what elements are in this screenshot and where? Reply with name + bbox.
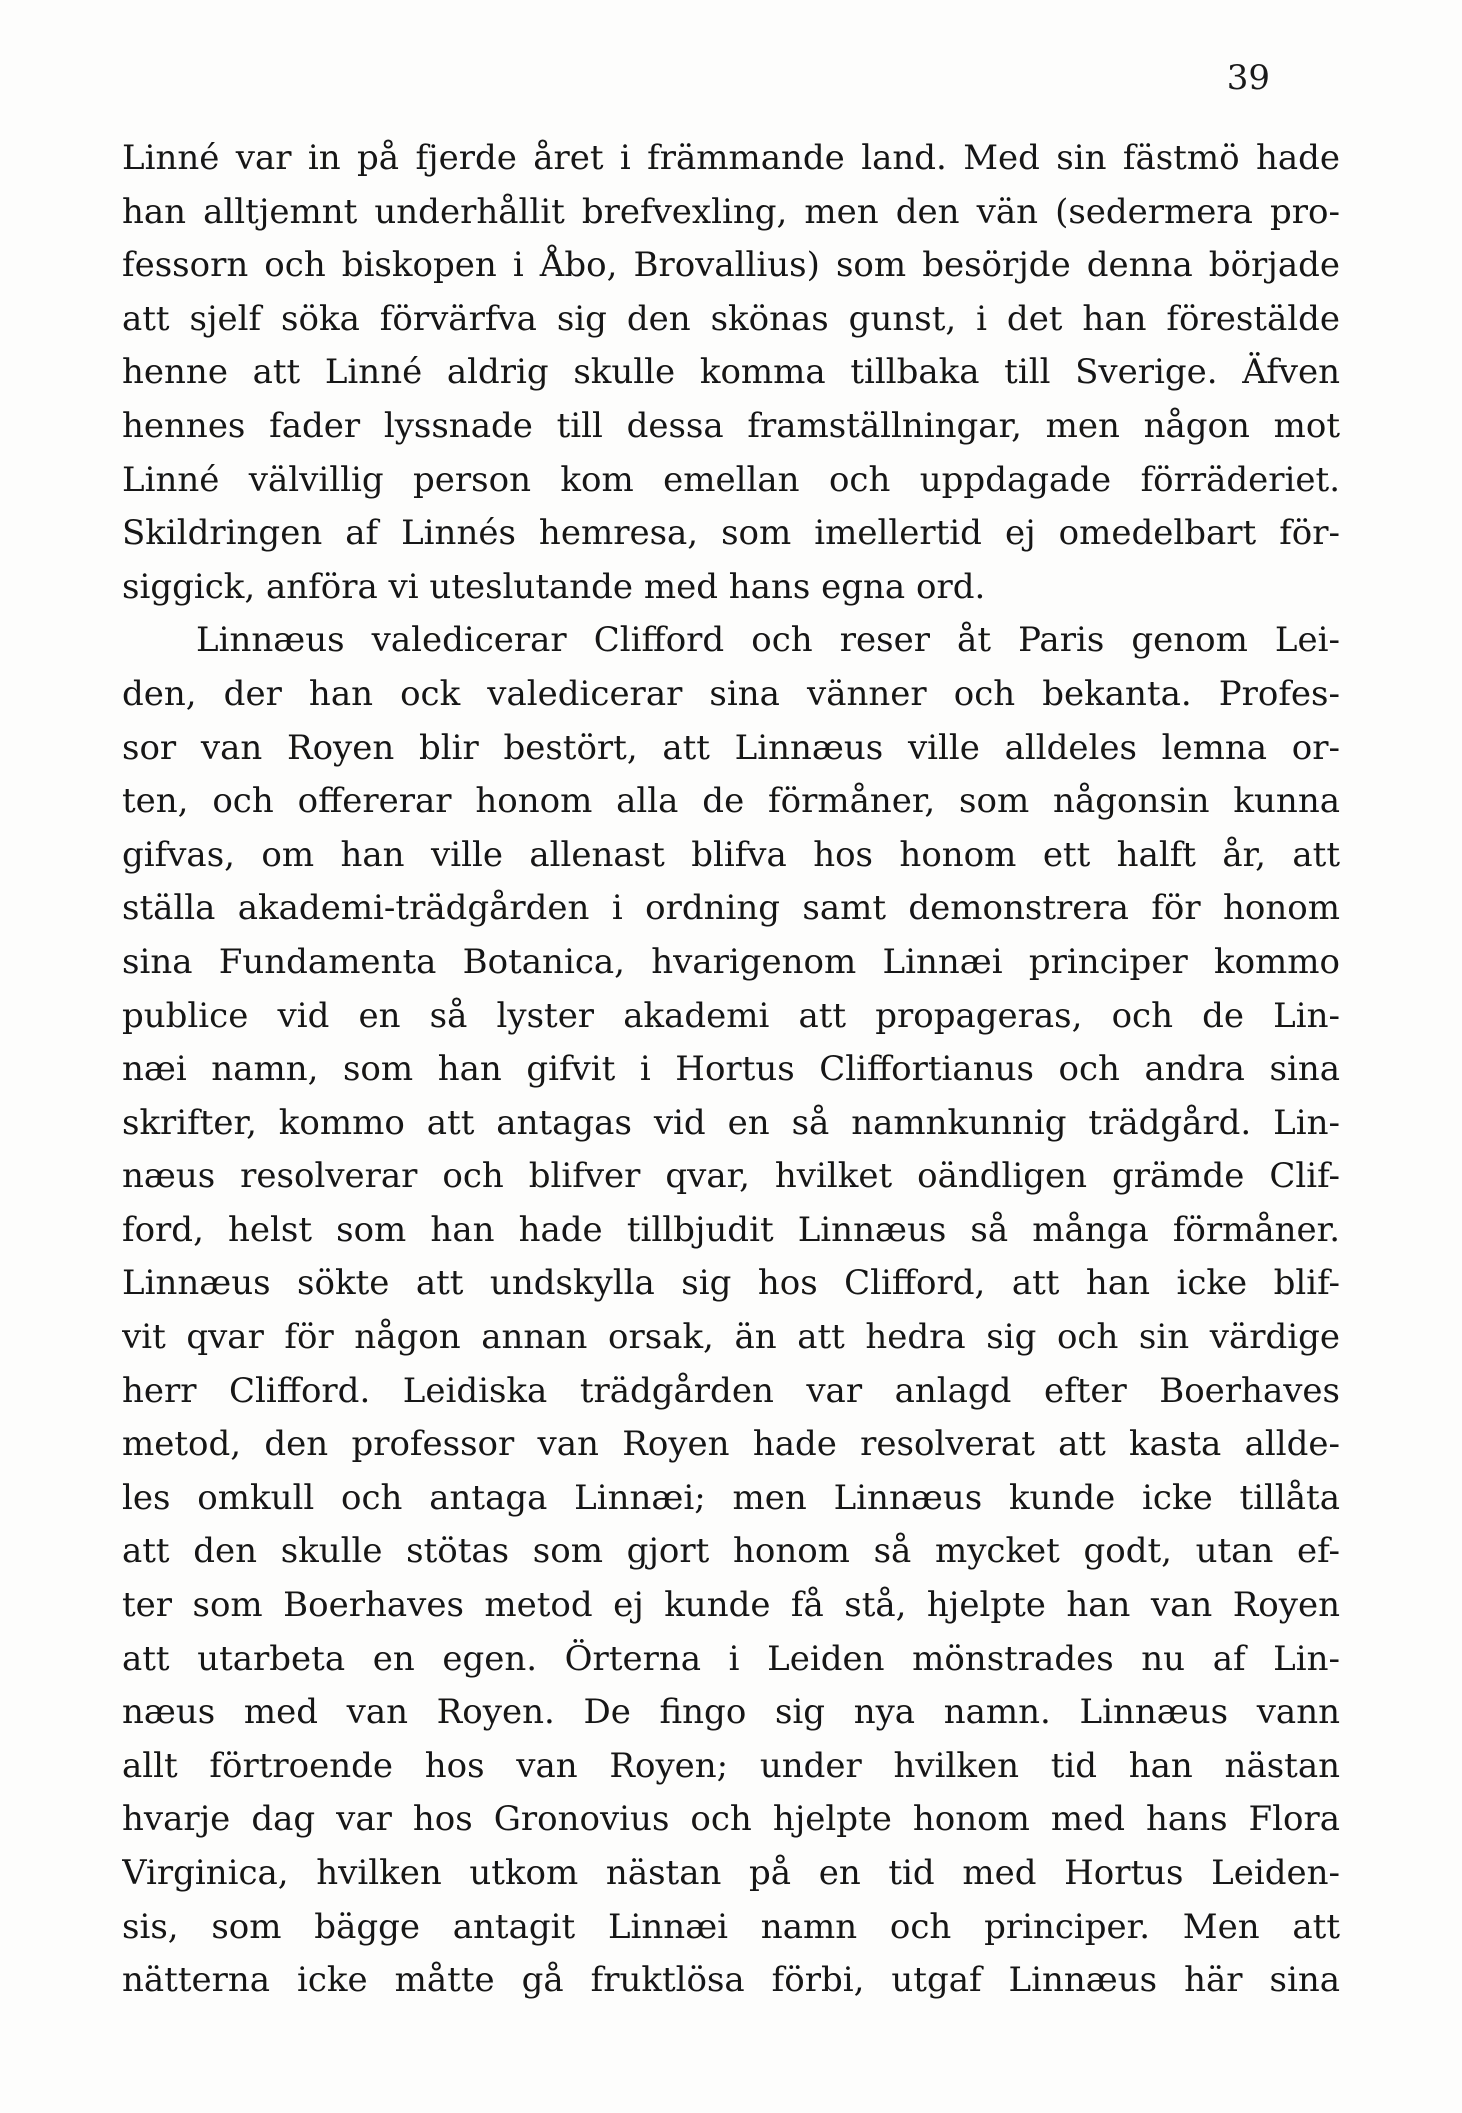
text-line: Virginica, hvilken utkom nästan på en tid med Hortus Leiden- — [122, 1853, 1340, 1893]
text-line: fessorn och biskopen i Åbo, Brovallius) som besörjde denna började — [122, 245, 1340, 286]
text-line: nätterna icke måtte gå fruktlösa förbi, utgaf Linnæus här sina — [122, 1960, 1340, 2001]
text-line: att utarbeta en egen. Örterna i Leiden mönstrades nu af Lin- — [122, 1638, 1340, 1679]
text-line: sina Fundamenta Botanica, hvarigenom Linnæi principer kommo — [122, 941, 1340, 982]
text-line: henne att Linné aldrig skulle komma tillbaka till Sverige. Äfven — [122, 352, 1340, 393]
text-line: Linné var in på fjerde året i främmande land. Med sin fästmö hade — [122, 138, 1340, 178]
text-line: Linnæus sökte att undskylla sig hos Clifford, att han icke blif- — [122, 1263, 1340, 1304]
text-line: den, der han ock valedicerar sina vänner och bekanta. Profes- — [122, 673, 1340, 714]
text-line: sis, som bägge antagit Linnæi namn och principer. Men att — [122, 1906, 1340, 1947]
text-line: att sjelf söka förvärfva sig den skönas gunst, i det han förestälde — [122, 298, 1340, 339]
page-number: 39 — [1226, 58, 1270, 98]
text-line: ställa akademi-trädgården i ordning samt demonstrera för honom — [122, 888, 1340, 929]
text-line: vit qvar för någon annan orsak, än att hedra sig och sin värdige — [122, 1317, 1340, 1358]
text-line: Skildringen af Linnés hemresa, som imellertid ej omedelbart för- — [122, 513, 1340, 554]
text-line: metod, den professor van Royen hade resolverat att kasta allde- — [122, 1424, 1340, 1465]
text-line: sor van Royen blir bestört, att Linnæus ville alldeles lemna or- — [122, 727, 1340, 768]
text-line: hvarje dag var hos Gronovius och hjelpte honom med hans Flora — [122, 1799, 1340, 1840]
text-line: næus med van Royen. De fingo sig nya namn. Linnæus vann — [122, 1692, 1340, 1733]
text-line: siggick, anföra vi uteslutande med hans egna ord. — [122, 566, 986, 607]
text-line: ford, helst som han hade tillbjudit Linnæus så många förmåner. — [122, 1209, 1340, 1250]
text-line: han alltjemnt underhållit brefvexling, men den vän (sedermera pro- — [122, 191, 1340, 232]
text-line: skrifter, kommo att antagas vid en så namnkunnig trädgård. Lin- — [122, 1102, 1340, 1143]
text-line: att den skulle stötas som gjort honom så mycket godt, utan ef- — [122, 1531, 1340, 1572]
text-line: hennes fader lyssnade till dessa framställningar, men någon mot — [122, 405, 1340, 446]
text-line: Linnæus valedicerar Clifford och reser åt Paris genom Lei- — [196, 620, 1340, 661]
text-line: les omkull och antaga Linnæi; men Linnæus kunde icke tillåta — [122, 1477, 1340, 1518]
text-line: næi namn, som han gifvit i Hortus Cliffortianus och andra sina — [122, 1049, 1340, 1090]
text-line: gifvas, om han ville allenast blifva hos honom ett halft år, att — [122, 834, 1340, 875]
text-line: ter som Boerhaves metod ej kunde få stå, hjelpte han van Royen — [122, 1585, 1340, 1626]
body-text — [122, 132, 1340, 2008]
text-line: herr Clifford. Leidiska trädgården var anlagd efter Boerhaves — [122, 1370, 1340, 1411]
text-line: allt förtroende hos van Royen; under hvilken tid han nästan — [122, 1745, 1340, 1786]
text-line: Linné välvillig person kom emellan och uppdagade förräderiet. — [122, 459, 1340, 500]
text-line: ten, och offererar honom alla de förmåner, som någonsin kunna — [122, 781, 1340, 822]
text-line: næus resolverar och blifver qvar, hvilket oändligen grämde Clif- — [122, 1156, 1340, 1197]
text-line: publice vid en så lyster akademi att propageras, och de Lin- — [122, 995, 1340, 1036]
